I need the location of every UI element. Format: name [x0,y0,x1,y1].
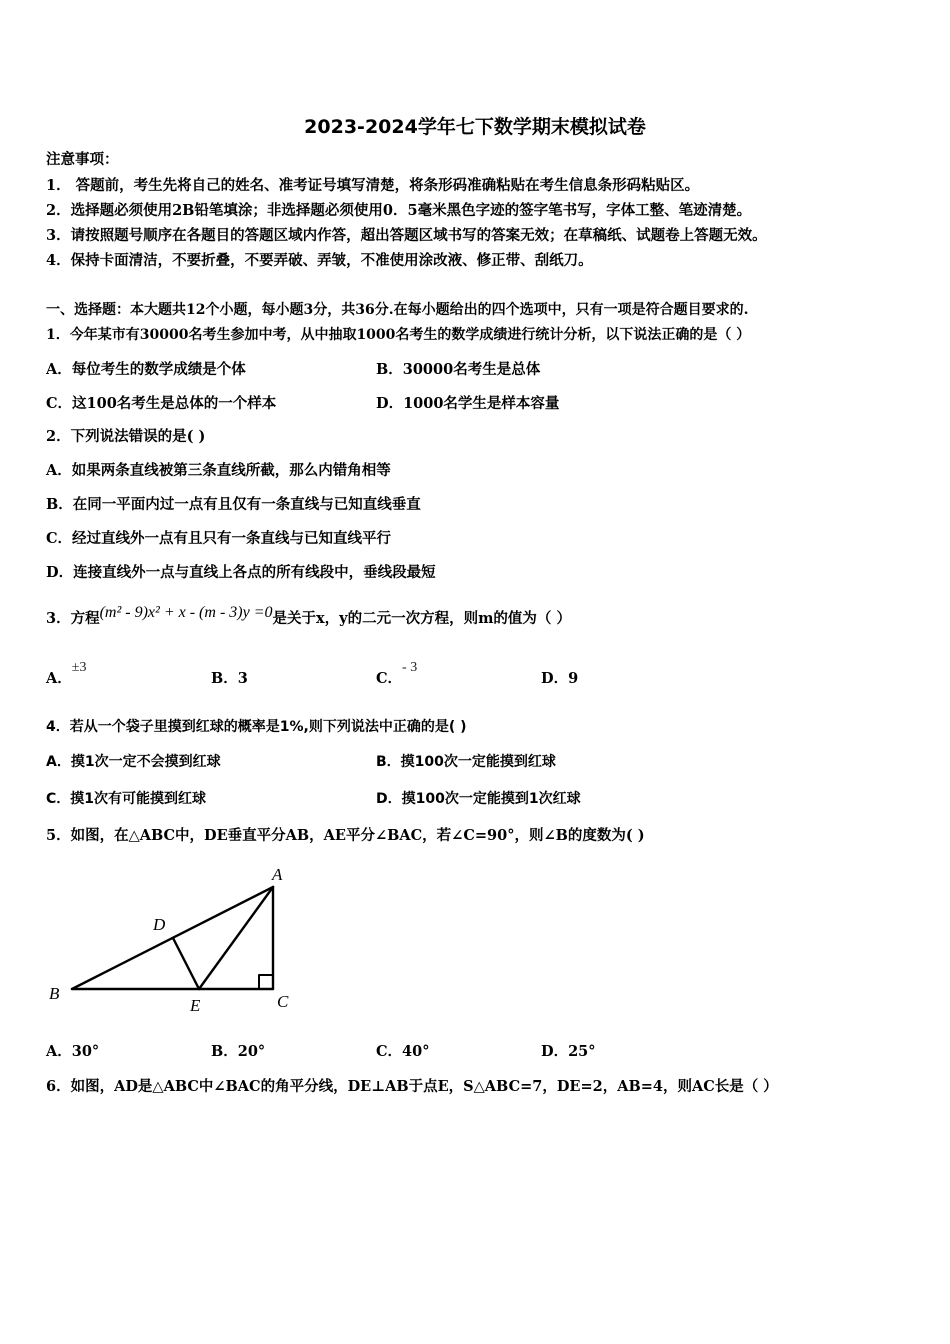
vertex-label-a: A [272,865,283,884]
notice-item-4: 4．保持卡面清洁，不要折叠，不要弄破、弄皱，不准使用涂改液、修正带、刮纸刀。 [46,252,593,269]
segment-de [173,938,199,989]
segment-ae [199,887,273,989]
question-3-option-a-value: ±3 [71,660,87,675]
right-angle-mark [259,975,273,989]
question-3-option-a-label: A． [46,670,72,687]
question-3-option-c [376,660,418,690]
question-2-option-c: C．经过直线外一点有且只有一条直线与已知直线平行 [46,530,392,547]
question-3-option-c-value: - 3 [402,660,418,675]
question-3-option-a [46,660,87,690]
notice-item-1: 1． 答题前，考生先将自己的姓名、准考证号填写清楚，将条形码准确粘贴在考生信息条形码粘贴区。 [46,177,700,194]
question-2-option-d: D．连接直线外一点与直线上各点的所有线段中，垂线段最短 [46,564,436,581]
question-3-prefix: 3．方程 [46,610,100,627]
question-3-suffix: 是关于x，y的二元一次方程，则m的值为（ ） [272,610,571,627]
page-title: 2023-2024学年七下数学期末模拟试卷 [304,116,646,138]
question-2-option-a: A．如果两条直线被第三条直线所截，那么内错角相等 [46,462,391,479]
triangle-figure [40,858,310,1018]
question-1-stem: 1．今年某市有30000名考生参加中考，从中抽取1000名考生的数学成绩进行统计分析，以下说法正确的是（ ） [46,327,751,343]
vertex-label-c: C [277,992,289,1011]
question-5-option-b: B．20° [211,1043,266,1060]
question-3-option-d: D．9 [541,670,579,687]
question-6-stem: 6．如图，AD是△ABC中∠BAC的角平分线，DE⊥AB于点E，S△ABC=7，DE=2，AB=4，则AC长是（ ） [46,1078,778,1095]
question-4-option-b: B．摸100次一定能摸到红球 [376,754,556,770]
vertex-label-d: D [153,915,166,934]
question-5-option-a: A．30° [46,1043,100,1060]
vertex-label-b: B [49,984,60,1003]
question-3-stem [46,603,571,635]
question-5-stem: 5．如图，在△ABC中，DE垂直平分AB，AE平分∠BAC，若∠C=90°，则∠B的度数为( ) [46,827,645,844]
question-1-option-b: B．30000名考生是总体 [376,361,541,378]
question-3-option-c-label: C． [376,670,403,687]
question-3-equation: (m² - 9)x² + x - (m - 3)y =0 [99,604,273,621]
question-2-option-b: B．在同一平面内过一点有且仅有一条直线与已知直线垂直 [46,496,421,513]
question-2-stem: 2．下列说法错误的是( ) [46,428,206,445]
question-4-option-a: A．摸1次一定不会摸到红球 [46,754,221,770]
notice-item-3: 3．请按照题号顺序在各题目的答题区域内作答，超出答题区域书写的答案无效；在草稿纸、试题卷上答题无效。 [46,227,767,244]
question-5-option-d: D．25° [541,1043,596,1060]
question-4-stem: 4．若从一个袋子里摸到红球的概率是1%,则下列说法中正确的是( ) [46,719,467,735]
question-4-option-c: C．摸1次有可能摸到红球 [46,791,207,807]
question-3-option-b: B．3 [211,670,248,687]
vertex-label-e: E [190,996,201,1015]
question-1-option-d: D．1000名学生是样本容量 [376,395,560,412]
notice-item-2: 2．选择题必须使用2B铅笔填涂；非选择题必须使用0．5毫米黑色字迹的签字笔书写，字体工整、笔迹清楚。 [46,202,752,219]
notice-heading: 注意事项： [46,151,119,168]
question-4-option-d: D．摸100次一定能摸到1次红球 [376,791,581,807]
question-1-option-a: A．每位考生的数学成绩是个体 [46,361,246,378]
question-1-option-c: C．这100名考生是总体的一个样本 [46,395,277,412]
question-5-option-c: C．40° [376,1043,430,1060]
section-heading: 一、选择题：本大题共12个小题，每小题3分，共36分.在每小题给出的四个选项中，只有一项是符合题目要求的. [46,302,749,318]
